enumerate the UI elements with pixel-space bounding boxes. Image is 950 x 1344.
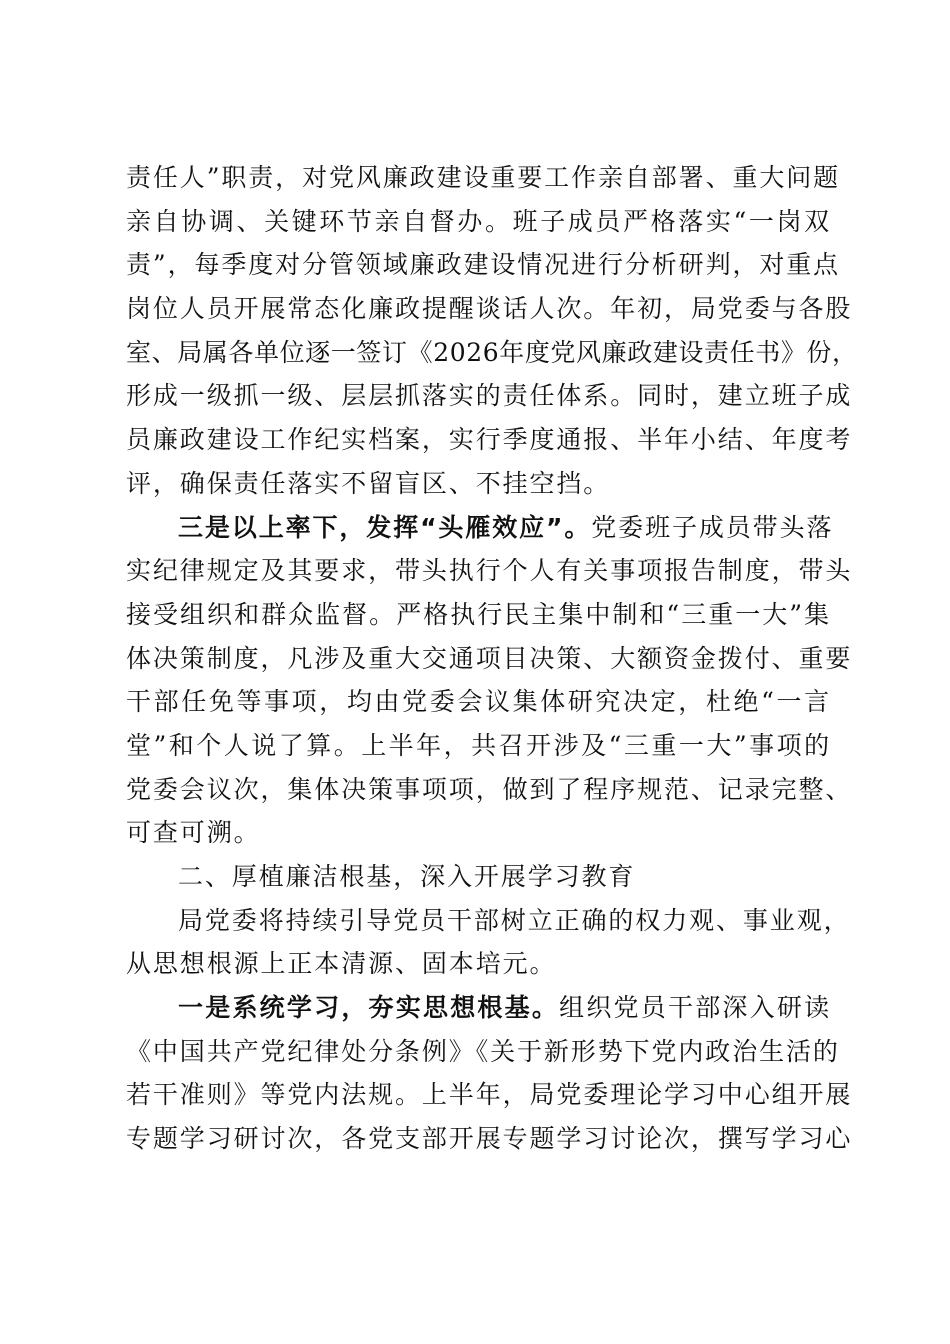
text-line: 实纪律规定及其要求，带头执行个人有关事项报告制度，带头 — [126, 556, 853, 586]
section-intro-line: 局党委将持续引导党员干部树立正确的权力观、事业观， — [178, 905, 851, 935]
text-line: 亲自协调、关键环节亲自督办。班子成员严格落实“一岗双 — [126, 206, 831, 236]
text-line: 专题学习研讨次，各党支部开展专题学习讨论次，撰写学习心 — [126, 1124, 853, 1154]
paragraph-text: 组织党员干部深入研读 — [559, 993, 831, 1023]
text-line: 可查可溯。 — [126, 818, 261, 848]
document-body — [126, 156, 858, 1161]
text-line: 接受组织和群众监督。严格执行民主集中制和“三重一大”集 — [126, 599, 831, 629]
text-line: 评，确保责任落实不留盲区、不挂空挡。 — [126, 468, 611, 498]
text-line: 堂”和个人说了算。上半年，共召开涉及“三重一大”事项的 — [126, 730, 831, 760]
text-line: 若干准则》等党内法规。上半年，局党委理论学习中心组开展 — [126, 1080, 853, 1110]
section-title: 二、厚植廉洁根基，深入开展学习教育 — [178, 862, 636, 891]
text-line: 责”，每季度对分管领域廉政建设情况进行分析研判，对重点 — [126, 250, 841, 280]
paragraph-text: 党委班子成员带头落 — [591, 512, 834, 542]
paragraph-first-line — [126, 506, 834, 550]
section-intro-line: 从思想根源上正本清源、固本培元。 — [126, 949, 557, 979]
text-line: 形成一级抓一级、层层抓落实的责任体系。同时，建立班子成 — [126, 381, 853, 411]
text-line: 《中国共产党纪律处分条例》《关于新形势下党内政治生活的 — [126, 1036, 840, 1066]
text-line: 体决策制度，凡涉及重大交通项目决策、大额资金拨付、重要 — [126, 643, 853, 673]
text-line: 责任人”职责，对党风廉政建设重要工作亲自部署、重大问题 — [126, 163, 841, 192]
paragraph-heading: 三是以上率下，发挥“头雁效应”。 — [178, 512, 592, 542]
text-line: 党委会议次，集体决策事项项，做到了程序规范、记录完整、 — [126, 774, 853, 804]
paragraph-first-line — [126, 986, 831, 1030]
text-line: 岗位人员开展常态化廉政提醒谈话人次。年初，局党委与各股 — [126, 294, 853, 324]
text-line: 员廉政建设工作纪实档案，实行季度通报、半年小结、年度考 — [126, 425, 853, 455]
text-line: 干部任免等事项，均由党委会议集体研究决定，杜绝“一言 — [126, 687, 831, 717]
paragraph-heading: 一是系统学习，夯实思想根基。 — [178, 993, 560, 1023]
text-line: 室、局属各单位逐一签订《2026年度党风廉政建设责任书》份， — [126, 337, 858, 367]
